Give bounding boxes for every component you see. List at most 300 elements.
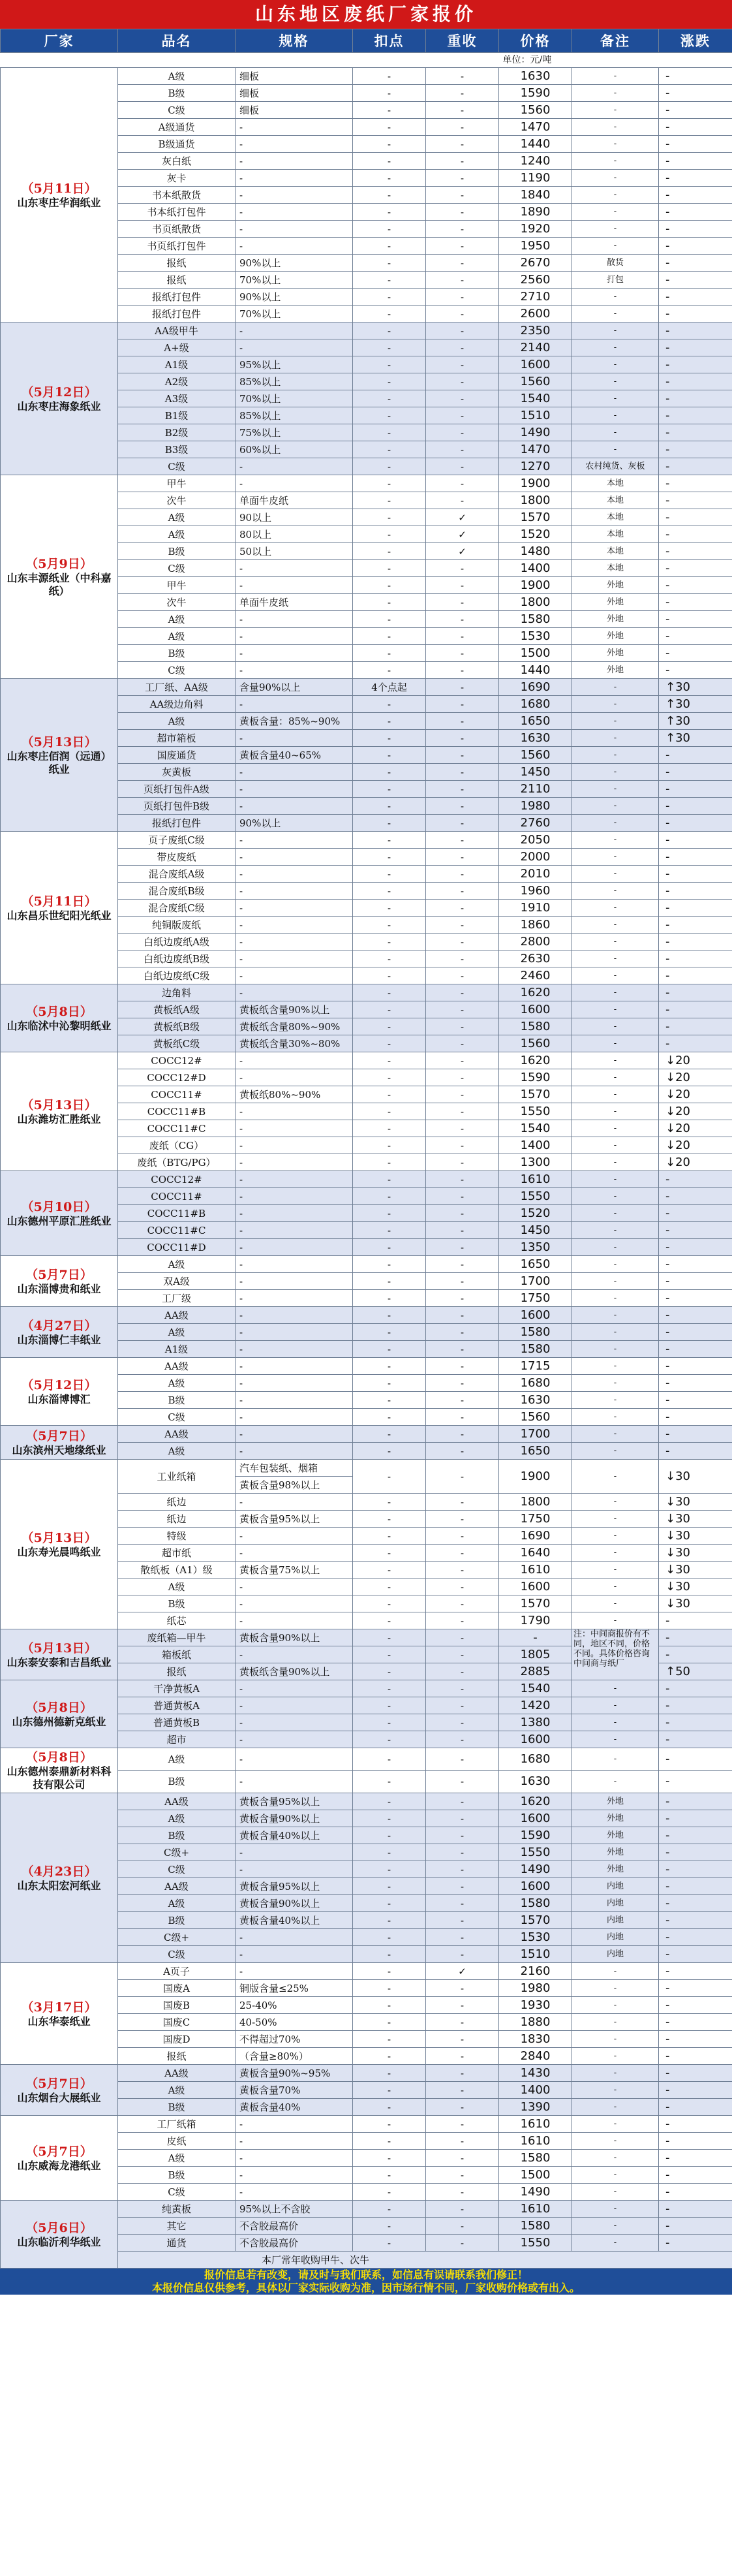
spec-cell: 黄板含量95%以上 (236, 1511, 353, 1528)
change-cell: - (659, 934, 732, 950)
deduction-cell: - (353, 1409, 426, 1426)
reweigh-cell: - (426, 1426, 499, 1443)
reweigh-cell: - (426, 458, 499, 475)
reweigh-cell: - (426, 1443, 499, 1460)
spec-cell: 50以上 (236, 543, 353, 560)
price-cell: 1880 (499, 2014, 572, 2031)
note-cell: 内地 (572, 1895, 659, 1912)
change-cell: ↓20 (659, 1086, 732, 1103)
product-cell: B级 (118, 1770, 236, 1793)
deduction-cell: - (353, 221, 426, 238)
deduction-cell: - (353, 730, 426, 747)
change-cell: - (659, 1980, 732, 1997)
deduction-cell: - (353, 1086, 426, 1103)
change-cell: - (659, 781, 732, 798)
price-cell: 1600 (499, 1001, 572, 1018)
price-cell: 1800 (499, 492, 572, 509)
deduction-cell: - (353, 1494, 426, 1511)
price-cell: 2110 (499, 781, 572, 798)
change-cell: - (659, 1697, 732, 1714)
product-cell: 废纸（CG） (118, 1137, 236, 1154)
product-cell: B级 (118, 85, 236, 102)
product-cell: 国废通货 (118, 747, 236, 764)
reweigh-cell: ✓ (426, 543, 499, 560)
spec-cell: - (236, 781, 353, 798)
note-cell: - (572, 1256, 659, 1273)
product-cell: 报纸 (118, 1663, 236, 1680)
change-cell: - (659, 1997, 732, 2014)
deduction-cell: - (353, 322, 426, 339)
product-cell: AA级 (118, 1793, 236, 1810)
reweigh-cell: - (426, 696, 499, 713)
factory-cell (1, 2065, 118, 2116)
product-cell: 灰卡 (118, 170, 236, 187)
spec-cell: - (236, 1069, 353, 1086)
spec-cell: - (236, 1103, 353, 1120)
note-cell: - (572, 68, 659, 85)
note-cell: - (572, 1341, 659, 1358)
change-cell: - (659, 2014, 732, 2031)
note-cell: 内地 (572, 1912, 659, 1929)
note-cell: - (572, 2167, 659, 2184)
spec-cell: 85%以上 (236, 407, 353, 424)
change-cell: - (659, 1731, 732, 1748)
spec-cell: - (236, 1358, 353, 1375)
note-cell: 外地 (572, 1827, 659, 1844)
product-cell: 带皮废纸 (118, 849, 236, 866)
note-cell: - (572, 1595, 659, 1612)
deduction-cell: - (353, 1137, 426, 1154)
reweigh-cell: - (426, 662, 499, 679)
deduction-cell: - (353, 1595, 426, 1612)
price-cell: 1540 (499, 1680, 572, 1697)
note-cell: - (572, 1731, 659, 1748)
price-cell: 1980 (499, 798, 572, 815)
price-cell: 1400 (499, 2082, 572, 2099)
reweigh-cell: - (426, 187, 499, 204)
product-cell: 废纸箱—甲牛 (118, 1629, 236, 1646)
spec-cell: - (236, 645, 353, 662)
product-cell: C级+ (118, 1844, 236, 1861)
change-cell: - (659, 2167, 732, 2184)
note-cell: - (572, 866, 659, 883)
reweigh-cell: - (426, 1731, 499, 1748)
reweigh-cell: - (426, 713, 499, 730)
product-cell: 黄板纸B级 (118, 1018, 236, 1035)
reweigh-cell: - (426, 1980, 499, 1997)
spec-cell: - (236, 238, 353, 255)
reweigh-cell: - (426, 2218, 499, 2235)
factory-name: 山东临沂利华纸业 (17, 2235, 101, 2248)
header-note: 备注 (572, 29, 659, 53)
product-cell: C级 (118, 1409, 236, 1426)
spec-cell: - (236, 2150, 353, 2167)
reweigh-cell: - (426, 1120, 499, 1137)
footer-line-1: 报价信息若有改变，请及时与我们联系，如信息有误请联系我们修正！ (204, 2269, 528, 2281)
deduction-cell: - (353, 1912, 426, 1929)
note-cell: - (572, 1714, 659, 1731)
change-cell: - (659, 1963, 732, 1980)
price-cell: 1570 (499, 509, 572, 526)
price-cell: 1600 (499, 1307, 572, 1324)
product-cell: 黄板纸C级 (118, 1035, 236, 1052)
note-cell: - (572, 849, 659, 866)
spec-cell: - (236, 322, 353, 339)
note-cell: - (572, 2014, 659, 2031)
note-cell: - (572, 815, 659, 832)
reweigh-cell: - (426, 390, 499, 407)
table-row (1, 68, 732, 85)
spec-cell: 细板 (236, 102, 353, 119)
deduction-cell: 4个点起 (353, 679, 426, 696)
price-cell: 1480 (499, 543, 572, 560)
deduction-cell: - (353, 2048, 426, 2065)
change-cell: - (659, 1629, 732, 1646)
price-cell: 1530 (499, 628, 572, 645)
spec-cell: - (236, 1443, 353, 1460)
product-cell: 报纸 (118, 2048, 236, 2065)
reweigh-cell: - (426, 798, 499, 815)
deduction-cell: - (353, 458, 426, 475)
deduction-cell: - (353, 1035, 426, 1052)
spec-cell: - (236, 1528, 353, 1545)
note-cell: - (572, 1307, 659, 1324)
deduction-cell: - (353, 934, 426, 950)
price-cell: 2760 (499, 815, 572, 832)
deduction-cell: - (353, 577, 426, 594)
reweigh-cell: - (426, 577, 499, 594)
change-cell: - (659, 526, 732, 543)
factory-cell (1, 984, 118, 1052)
product-cell: 工厂纸箱 (118, 2116, 236, 2133)
factory-date: （5月8日） (25, 1004, 93, 1019)
spec-cell: 黄板含量90%~95% (236, 2065, 353, 2082)
spec-cell: 黄板纸含量30%~80% (236, 1035, 353, 1052)
product-cell: 皮纸 (118, 2133, 236, 2150)
spec-cell: - (236, 883, 353, 900)
price-cell: 1570 (499, 1086, 572, 1103)
change-cell: - (659, 407, 732, 424)
price-cell: 1960 (499, 883, 572, 900)
change-cell: ↓20 (659, 1137, 732, 1154)
change-cell: - (659, 390, 732, 407)
note-cell: - (572, 1545, 659, 1562)
spec-cell: 60%以上 (236, 441, 353, 458)
footer-banner (0, 2269, 732, 2295)
product-cell: 纯黄板 (118, 2201, 236, 2218)
reweigh-cell: - (426, 1001, 499, 1018)
spec-cell: 95%以上 (236, 356, 353, 373)
deduction-cell: - (353, 594, 426, 611)
note-cell: 本地 (572, 509, 659, 526)
price-cell: 1420 (499, 1697, 572, 1714)
reweigh-cell: - (426, 373, 499, 390)
deduction-cell: - (353, 713, 426, 730)
note-cell: - (572, 1324, 659, 1341)
spec-cell: 汽车包装纸、烟箱 (236, 1460, 353, 1477)
spec-cell: 不得超过70% (236, 2031, 353, 2048)
note-cell: - (572, 390, 659, 407)
price-cell: 1500 (499, 2167, 572, 2184)
deduction-cell: - (353, 849, 426, 866)
reweigh-cell: - (426, 424, 499, 441)
spec-cell: - (236, 1844, 353, 1861)
table-row (1, 1052, 732, 1069)
price-cell: 1540 (499, 390, 572, 407)
factory-cell (1, 475, 118, 679)
spec-cell: - (236, 1324, 353, 1341)
deduction-cell: - (353, 1980, 426, 1997)
price-cell: 1600 (499, 1579, 572, 1595)
spec-cell: - (236, 1748, 353, 1771)
note-cell: - (572, 2065, 659, 2082)
deduction-cell: - (353, 560, 426, 577)
deduction-cell: - (353, 1629, 426, 1646)
table-row (1, 1629, 732, 1646)
note-cell: - (572, 2201, 659, 2218)
spec-cell: - (236, 662, 353, 679)
deduction-cell: - (353, 883, 426, 900)
product-cell: A3级 (118, 390, 236, 407)
price-cell: 1580 (499, 611, 572, 628)
deduction-cell: - (353, 1680, 426, 1697)
note-cell: - (572, 1579, 659, 1595)
product-cell: A2级 (118, 373, 236, 390)
price-cell: 1590 (499, 1069, 572, 1086)
change-cell: - (659, 560, 732, 577)
change-cell: - (659, 492, 732, 509)
spec-cell: （含量≥80%） (236, 2048, 353, 2065)
change-cell: - (659, 1307, 732, 1324)
price-cell: 2010 (499, 866, 572, 883)
product-cell: 书本纸散货 (118, 187, 236, 204)
deduction-cell: - (353, 1460, 426, 1494)
note-cell: 打包 (572, 272, 659, 289)
reweigh-cell: - (426, 917, 499, 934)
change-cell: - (659, 1392, 732, 1409)
product-cell: AA级 (118, 1358, 236, 1375)
product-cell: A级 (118, 713, 236, 730)
price-cell: 1980 (499, 1980, 572, 1997)
note-cell: - (572, 713, 659, 730)
product-cell: A级 (118, 1748, 236, 1771)
price-cell: 2350 (499, 322, 572, 339)
product-cell: COCC11#B (118, 1103, 236, 1120)
note-cell: - (572, 221, 659, 238)
price-cell: 1560 (499, 373, 572, 390)
change-cell: - (659, 2184, 732, 2201)
note-cell: - (572, 1103, 659, 1120)
change-cell: - (659, 577, 732, 594)
product-cell: 国废D (118, 2031, 236, 2048)
product-cell: A+级 (118, 339, 236, 356)
spec-cell: - (236, 1154, 353, 1171)
deduction-cell: - (353, 1001, 426, 1018)
note-cell: 本地 (572, 560, 659, 577)
change-cell: - (659, 322, 732, 339)
deduction-cell: - (353, 628, 426, 645)
note-cell: 外地 (572, 611, 659, 628)
reweigh-cell: - (426, 1222, 499, 1239)
note-cell: - (572, 2099, 659, 2116)
spec-cell: - (236, 2133, 353, 2150)
reweigh-cell: - (426, 1273, 499, 1290)
change-cell: - (659, 984, 732, 1001)
deduction-cell: - (353, 1697, 426, 1714)
note-cell: 外地 (572, 577, 659, 594)
reweigh-cell: - (426, 2099, 499, 2116)
reweigh-cell: - (426, 306, 499, 322)
price-cell: 1580 (499, 1324, 572, 1341)
price-cell: 1600 (499, 356, 572, 373)
note-cell: - (572, 322, 659, 339)
reweigh-cell: - (426, 407, 499, 424)
deduction-cell: - (353, 1103, 426, 1120)
spec-cell: - (236, 2184, 353, 2201)
product-cell: A级 (118, 611, 236, 628)
price-cell: 1610 (499, 2201, 572, 2218)
note-cell: - (572, 1426, 659, 1443)
spec-cell: 70%以上 (236, 272, 353, 289)
spec-cell: 90%以上 (236, 289, 353, 306)
note-cell: - (572, 984, 659, 1001)
reweigh-cell: - (426, 1528, 499, 1545)
note-cell: - (572, 1562, 659, 1579)
change-cell: - (659, 1239, 732, 1256)
price-cell: 1650 (499, 1443, 572, 1460)
price-cell: 1700 (499, 1273, 572, 1290)
product-cell: 工业纸箱 (118, 1460, 236, 1494)
spec-cell: 85%以上 (236, 373, 353, 390)
note-cell: - (572, 1494, 659, 1511)
change-cell: ↓30 (659, 1511, 732, 1528)
reweigh-cell: - (426, 1494, 499, 1511)
deduction-cell: - (353, 1929, 426, 1946)
reweigh-cell: - (426, 204, 499, 221)
factory-date: （3月17日） (21, 2000, 97, 2015)
deduction-cell: - (353, 373, 426, 390)
price-cell: 1680 (499, 1748, 572, 1771)
deduction-cell: - (353, 2116, 426, 2133)
note-cell: - (572, 1392, 659, 1409)
spec-cell: - (236, 560, 353, 577)
product-cell: AA级 (118, 2065, 236, 2082)
table-row (1, 984, 732, 1001)
price-cell: 1600 (499, 1731, 572, 1748)
factory-date: （5月8日） (25, 1700, 93, 1715)
deduction-cell: - (353, 187, 426, 204)
change-cell: - (659, 950, 732, 967)
table-row (1, 1963, 732, 1980)
reweigh-cell: - (426, 1680, 499, 1697)
reweigh-cell: - (426, 1810, 499, 1827)
note-cell: - (572, 2133, 659, 2150)
deduction-cell: - (353, 781, 426, 798)
deduction-cell: - (353, 1528, 426, 1545)
spec-cell: 黄板含量98%以上 (236, 1477, 353, 1494)
factory-cell (1, 1358, 118, 1426)
spec-cell: - (236, 832, 353, 849)
header-price: 价格 (499, 29, 572, 53)
deduction-cell: - (353, 1341, 426, 1358)
reweigh-cell: ✓ (426, 1963, 499, 1980)
change-cell: ↓30 (659, 1494, 732, 1511)
price-cell: 1540 (499, 1120, 572, 1137)
change-cell: - (659, 1929, 732, 1946)
reweigh-cell: - (426, 339, 499, 356)
note-cell: 外地 (572, 662, 659, 679)
deduction-cell: - (353, 1273, 426, 1290)
deduction-cell: - (353, 1018, 426, 1035)
price-cell: 2140 (499, 339, 572, 356)
price-cell: 1300 (499, 1154, 572, 1171)
factory-date: （5月10日） (21, 1199, 97, 1214)
note-cell: - (572, 1963, 659, 1980)
reweigh-cell: - (426, 866, 499, 883)
change-cell: - (659, 628, 732, 645)
note-cell: - (572, 136, 659, 153)
reweigh-cell: - (426, 441, 499, 458)
deduction-cell: - (353, 356, 426, 373)
note-cell: - (572, 2235, 659, 2252)
note-cell: - (572, 153, 659, 170)
change-cell: - (659, 1035, 732, 1052)
change-cell: - (659, 2218, 732, 2235)
product-cell: 纯铜版废纸 (118, 917, 236, 934)
spec-cell: 黄板含量70% (236, 2082, 353, 2099)
price-cell: 1580 (499, 1341, 572, 1358)
price-cell: 2000 (499, 849, 572, 866)
product-cell: B级 (118, 1827, 236, 1844)
spec-cell: - (236, 1307, 353, 1324)
change-cell: - (659, 866, 732, 883)
price-cell: 1430 (499, 2065, 572, 2082)
reweigh-cell: - (426, 1358, 499, 1375)
spec-cell: - (236, 1205, 353, 1222)
spec-cell: - (236, 1494, 353, 1511)
change-cell: - (659, 2235, 732, 2252)
factory-name: 山东太阳宏河纸业 (17, 1879, 101, 1892)
spec-cell: - (236, 984, 353, 1001)
spec-cell: - (236, 1545, 353, 1562)
factory-date: （4月27日） (21, 1318, 97, 1333)
reweigh-cell: ✓ (426, 526, 499, 543)
price-cell: 1830 (499, 2031, 572, 2048)
spec-cell: - (236, 696, 353, 713)
change-cell: - (659, 832, 732, 849)
product-cell: COCC12# (118, 1052, 236, 1069)
note-cell: 内地 (572, 1946, 659, 1963)
factory-cell (1, 1460, 118, 1629)
reweigh-cell: - (426, 322, 499, 339)
deduction-cell: - (353, 2099, 426, 2116)
spec-cell: 黄板纸80%~90% (236, 1086, 353, 1103)
product-cell: COCC11# (118, 1086, 236, 1103)
product-cell: COCC11#D (118, 1239, 236, 1256)
product-cell: 国废B (118, 1997, 236, 2014)
change-cell: - (659, 509, 732, 526)
table-row (1, 1680, 732, 1697)
deduction-cell: - (353, 1997, 426, 2014)
reweigh-cell: - (426, 2014, 499, 2031)
note-cell: - (572, 2218, 659, 2235)
factory-cell (1, 68, 118, 322)
factory-date: （5月9日） (25, 556, 93, 571)
note-cell: - (572, 764, 659, 781)
reweigh-cell: - (426, 1171, 499, 1188)
change-cell: - (659, 306, 732, 322)
reweigh-cell: - (426, 1307, 499, 1324)
